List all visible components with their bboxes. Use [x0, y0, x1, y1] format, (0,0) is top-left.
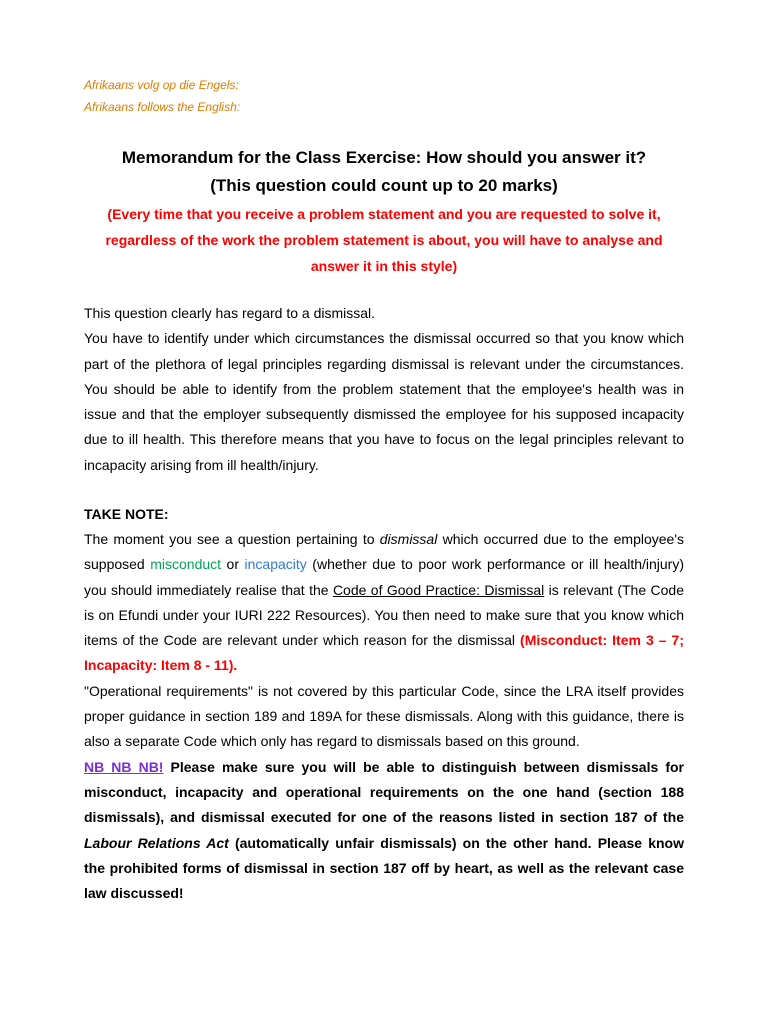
- paragraph-line: This question clearly has regard to a dismissal.: [84, 305, 376, 321]
- items-reference: (Misconduct: Item 3 – 7; Incapacity: Item 8 - 11).: [84, 632, 684, 674]
- incapacity-term: incapacity: [244, 556, 307, 573]
- document-title: Memorandum for the Class Exercise: How should you answer it?: [121, 148, 647, 167]
- text-run: which occurred due to the employee's supposed: [84, 531, 684, 573]
- take-note-heading: TAKE NOTE:: [84, 506, 169, 522]
- text-run: or: [221, 556, 245, 573]
- text-run: (whether due to poor work performance or ill health/injury) you should immediately realise that the: [84, 556, 684, 598]
- language-note-english: Afrikaans follows the English:: [84, 100, 241, 114]
- act-name: Labour Relations Act: [84, 834, 229, 851]
- nb-link[interactable]: NB NB NB!: [84, 758, 164, 775]
- analysis-paragraph: [84, 301, 684, 478]
- language-note-afrikaans: Afrikaans volg op die Engels:: [84, 78, 239, 92]
- intro-instruction: (Every time that you receive a problem statement and you are requested to solve it, regardless of the work the problem statement is about, you will have to analyse and answer it in this style): [105, 206, 663, 274]
- text-run: is relevant (The Code is on Efundi under your IURI 222 Resources). You then need to make sure that you know which items of the Code are relevant under which reason for the dismissal: [84, 581, 684, 649]
- document-subtitle: (This question could count up to 20 marks): [210, 176, 558, 195]
- take-note-body: [84, 527, 684, 679]
- dismissal-term: dismissal: [379, 531, 438, 547]
- nb-paragraph: [84, 755, 684, 907]
- take-note-paragraph: [84, 527, 684, 906]
- code-of-good-practice-link[interactable]: Code of Good Practice: Dismissal: [332, 581, 545, 598]
- bold-text-run: Please make sure you will be able to distinguish between dismissals for misconduct, incapacity and operational requirements on the one hand (section 188 dismissals), and dismissal executed for one of the reasons listed in section 187 of the: [84, 758, 684, 826]
- operational-requirements-text: "Operational requirements" is not covered by this particular Code, since the LRA itself provides proper guidance in section 189 and 189A for these dismissals. Along with this guidance, there is also a separate Code which only has regard to dismissals based on this ground.: [84, 682, 684, 750]
- misconduct-term: misconduct: [150, 556, 222, 573]
- bold-text-run: (automatically unfair dismissals) on the other hand. Please know the prohibited forms of dismissal in section 187 off by heart, as well as the relevant case law discussed!: [84, 834, 684, 902]
- text-run: The moment you see a question pertaining to: [84, 531, 380, 547]
- paragraph-body: You have to identify under which circumstances the dismissal occurred so that you know which part of the plethora of legal principles regarding dismissal is relevant under the circumstances. You should be able to identify from the problem statement that the employee's health was in issue and that the employer subsequently dismissed the employee for his supposed incapacity due to ill health. This therefore means that you have to focus on the legal principles relevant to incapacity arising from ill health/injury.: [84, 330, 684, 473]
